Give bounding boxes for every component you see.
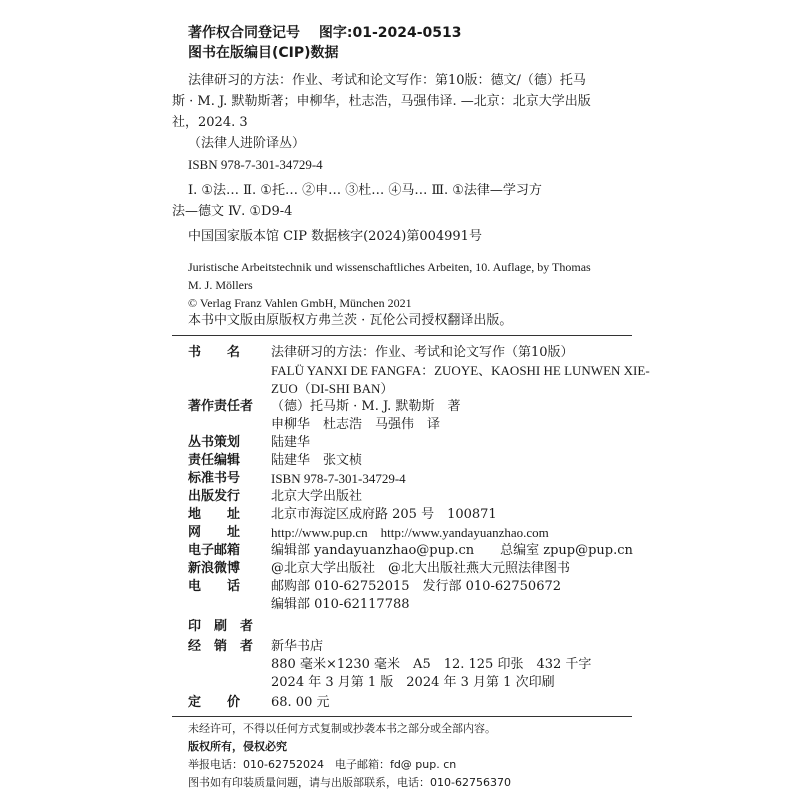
divider-bottom (172, 716, 632, 717)
book-title-pinyin-1: FALÜ YANXI DE FANGFA：ZUOYE、KAOSHI HE LUNWEN XIE- (271, 363, 650, 378)
address-label: 地 址 (188, 507, 241, 522)
translation-authorization: 本书中文版由原版权方弗兰茨 · 瓦伦公司授权翻译出版。 (188, 313, 513, 328)
weibo-value: @北京大学出版社 @北大出版社燕大元照法律图书 (271, 561, 571, 576)
book-title-label: 书 名 (188, 345, 241, 360)
footer-report: 举报电话：010-62752024 电子邮箱：fd@ pup. cn (188, 758, 457, 771)
book-title-pinyin-2: ZUO（DI-SHI BAN） (271, 381, 394, 396)
address-value: 北京市海淀区成府路 205 号 100871 (271, 507, 497, 522)
registration-number (188, 24, 462, 42)
publisher-value: 北京大学出版社 (271, 489, 363, 504)
publisher-label: 出版发行 (188, 489, 241, 504)
isbn-label: 标准书号 (188, 471, 241, 486)
author-label: 著作责任者 (188, 399, 254, 414)
distributor-label: 经 销 者 (188, 639, 254, 654)
editor-value: 陆建华 张文桢 (271, 453, 363, 468)
footer-rights: 版权所有，侵权必究 (188, 740, 287, 753)
original-title-line-1: Juristische Arbeitstechnik und wissenschaftliches Arbeiten, 10. Auflage, by Thomas (188, 260, 591, 274)
book-title-value: 法律研习的方法：作业、考试和论文写作（第10版） (271, 345, 574, 360)
email-value: 编辑部 yandayuanzhao@pup.cn 总编室 zpup@pup.cn (271, 543, 633, 558)
printer-label: 印 刷 者 (188, 619, 254, 634)
cip-isbn: ISBN 978-7-301-34729-4 (188, 157, 323, 172)
phone-label: 电 话 (188, 579, 241, 594)
footer-quality: 图书如有印装质量问题，请与出版部联系，电话：010-62756370 (188, 776, 511, 789)
cip-classification-2: 法—德文 Ⅳ. ①D9-4 (172, 204, 293, 219)
email-label: 电子邮箱 (188, 543, 241, 558)
original-copyright: © Verlag Franz Vahlen GmbH, München 2021 (188, 296, 412, 310)
edition-value: 2024 年 3 月第 1 版 2024 年 3 月第 1 次印刷 (271, 675, 555, 690)
cip-series: （法律人进阶译丛） (188, 136, 306, 151)
isbn-value: ISBN 978-7-301-34729-4 (271, 471, 406, 486)
series-planner-label: 丛书策划 (188, 435, 241, 450)
series-planner-value: 陆建华 (271, 435, 311, 450)
cip-classification-1: Ⅰ. ①法… Ⅱ. ①托… ②申… ③杜… ④马… Ⅲ. ①法律—学习方 (188, 183, 542, 198)
registration-value: 图字:01-2024-0513 (318, 25, 462, 41)
website-value: http://www.pup.cn http://www.yandayuanzhao.com (271, 525, 549, 540)
weibo-label: 新浪微博 (188, 561, 241, 576)
footer-notice: 未经许可，不得以任何方式复制或抄袭本书之部分或全部内容。 (188, 722, 496, 735)
distributor-value: 新华书店 (271, 639, 324, 654)
cip-line-1: 法律研习的方法：作业、考试和论文写作：第10版：德文/（德）托马 (188, 73, 586, 88)
cip-number: 中国国家版本馆 CIP 数据核字(2024)第004991号 (188, 229, 482, 244)
cip-heading: 图书在版编目(CIP)数据 (188, 45, 339, 61)
editor-label: 责任编辑 (188, 453, 241, 468)
website-label: 网 址 (188, 525, 241, 540)
specification-value: 880 毫米×1230 毫米 A5 12. 125 印张 432 千字 (271, 657, 592, 672)
translator-value: 申柳华 杜志浩 马强伟 译 (271, 417, 441, 432)
registration-label: 著作权合同登记号 (188, 25, 300, 41)
phone-value-2: 编辑部 010-62117788 (271, 597, 410, 612)
price-value: 68. 00 元 (271, 695, 330, 710)
original-title-line-2: M. J. Möllers (188, 278, 253, 292)
cip-line-3: 社，2024. 3 (172, 115, 248, 130)
cip-line-2: 斯 · M. J. 默勒斯著；申柳华，杜志浩，马强伟译. —北京：北京大学出版 (172, 94, 591, 109)
author-value: （德）托马斯 · M. J. 默勒斯 著 (271, 399, 461, 414)
phone-value-1: 邮购部 010-62752015 发行部 010-62750672 (271, 579, 562, 594)
divider-top (172, 335, 632, 336)
price-label: 定 价 (188, 695, 241, 710)
